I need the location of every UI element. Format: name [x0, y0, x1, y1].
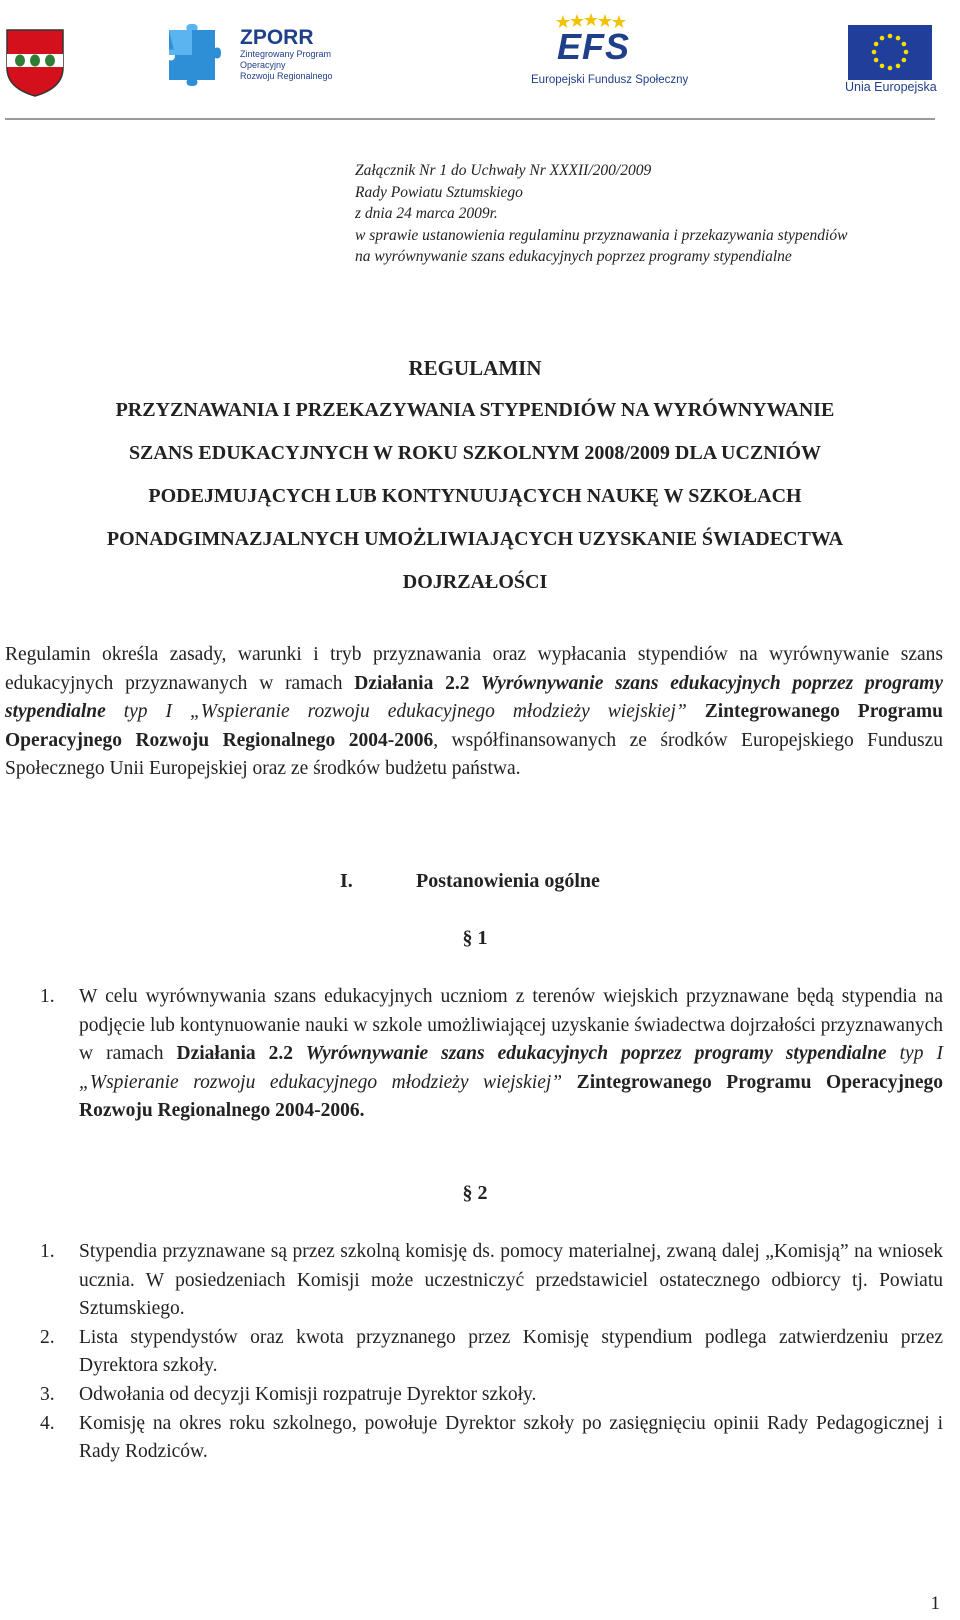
header-divider [5, 118, 935, 120]
efs-title: EFS [557, 26, 631, 67]
list-item [40, 1410, 943, 1467]
list-item-text: Komisję na okres roku szkolnego, powołuje Dyrektor szkoły po zasięgnięciu opinii Rady Pedagogicznej i Rady Rodziców. [79, 1412, 943, 1463]
annex-line-1: Załącznik Nr 1 do Uchwały Nr XXXII/200/2009 [355, 162, 652, 179]
intro-type: typ I „Wspieranie rozwoju edukacyjnego młodzieży wiejskiej” [105, 701, 687, 723]
zporr-title: ZPORR [240, 26, 314, 49]
list-item [40, 1324, 943, 1381]
page-number: 1 [930, 1593, 940, 1614]
list-item-program: Zintegrowanego Programu Operacyjnego Rozwoju Regionalnego 2004-2006. [79, 1071, 943, 1122]
eu-flag-icon [848, 25, 932, 80]
annex-line-3: z dnia 24 marca 2009r. [355, 205, 498, 222]
section-title: Postanowienia ogólne [416, 870, 600, 892]
list-item [40, 1238, 943, 1324]
list-item-number: 1. [40, 1241, 55, 1262]
list-item [40, 983, 943, 1126]
section-number: I. [340, 870, 353, 892]
zporr-caption-3: Rozwoju Regionalnego [240, 71, 333, 81]
efs-caption: Europejski Fundusz Społeczny [531, 74, 689, 86]
title-line-4: PONADGIMNAZJALNYCH UMOŻLIWIAJĄCYCH UZYSKANIE ŚWIADECTWA [106, 528, 844, 550]
list-item-text: Stypendia przyznawane są przez szkolną komisję ds. pomocy materialnej, zwaną dalej „Komisją” na wniosek ucznia. W posiedzeniach Komisji może uczestniczyć przedstawiciel ostatecznego odbiorcy tj. Powiatu Sztumskiego. [79, 1241, 943, 1320]
annex-line-2: Rady Powiatu Sztumskiego [355, 183, 523, 201]
list-item-number: 4. [40, 1412, 55, 1434]
list-item-number: 3. [40, 1383, 55, 1405]
zporr-caption-2: Operacyjny [240, 60, 286, 70]
list-item-text: Odwołania od decyzji Komisji rozpatruje Dyrektor szkoły. [79, 1383, 537, 1405]
intro-text: Regulamin określa zasady, warunki i tryb przyznawania oraz wypłacania stypendiów na wyrównywanie szans edukacyjnych przyznawanych w ramach [5, 644, 943, 694]
list-item-number: 1. [40, 986, 55, 1007]
title-line-5: DOJRZAŁOŚCI [402, 571, 548, 593]
list-item-type: typ I „Wspieranie rozwoju edukacyjnego młodzieży wiejskiej” [79, 1043, 943, 1093]
par2-list [40, 1238, 943, 1467]
coat-of-arms-logo [5, 28, 65, 98]
list-item-number: 2. [40, 1326, 55, 1348]
annex-line-5: na wyrównywanie szans edukacyjnych poprzez programy stypendialne [355, 248, 792, 265]
intro-program: Zintegrowanego Programu Operacyjnego Rozwoju Regionalnego 2004-2006 [5, 701, 944, 751]
list-item-action-title: Wyrównywanie szans edukacyjnych poprzez programy stypendialne [293, 1043, 887, 1065]
annex-line-4: w sprawie ustanowienia regulaminu przyznawania i przekazywania stypendiów [355, 226, 848, 244]
title-line-2: SZANS EDUKACYJNYCH W ROKU SZKOLNYM 2008/2009 DLA UCZNIÓW [128, 442, 822, 464]
annex-block [355, 160, 847, 268]
logo-bar [0, 0, 960, 118]
paragraph-sign-2: § 2 [462, 1182, 488, 1204]
paragraph-sign-1: § 1 [462, 927, 488, 949]
intro-action-ref: Działania 2.2 [354, 672, 470, 694]
intro-text-end: , współfinansowanych ze środków Europejskiego Funduszu Społecznego Unii Europejskiej oraz ze środków budżetu państwa. [5, 729, 944, 780]
zporr-caption-1: Zintegrowany Program [240, 49, 332, 59]
list-item-text: W celu wyrównywania szans edukacyjnych uczniom z terenów wiejskich przyznawane będą stypendia na podjęcie lub kontynuowanie nauki w szkole umożliwiającej uzyskanie świadectwa dojrzałości przyznawanych w ramach [79, 986, 943, 1065]
intro-paragraph [5, 641, 943, 784]
eu-caption: Unia Europejska [845, 80, 937, 94]
list-item-action-ref: Działania 2.2 [176, 1043, 294, 1065]
title-line-3: PODEJMUJĄCYCH LUB KONTYNUUJĄCYCH NAUKĘ W SZKOŁACH [148, 485, 802, 507]
document-title: REGULAMIN [408, 356, 542, 380]
par1-list [40, 983, 943, 1126]
list-item [40, 1381, 943, 1410]
intro-action-title: Wyrównywanie szans edukacyjnych poprzez programy stypendialne [5, 672, 943, 723]
title-line-1: PRZYZNAWANIA I PRZEKAZYWANIA STYPENDIÓW NA WYRÓWNYWANIE [115, 399, 835, 421]
list-item-text: Lista stypendystów oraz kwota przyznanego przez Komisję stypendium podlega zatwierdzeniu przez Dyrektora szkoły. [79, 1326, 943, 1377]
zporr-puzzle-icon [165, 24, 223, 86]
